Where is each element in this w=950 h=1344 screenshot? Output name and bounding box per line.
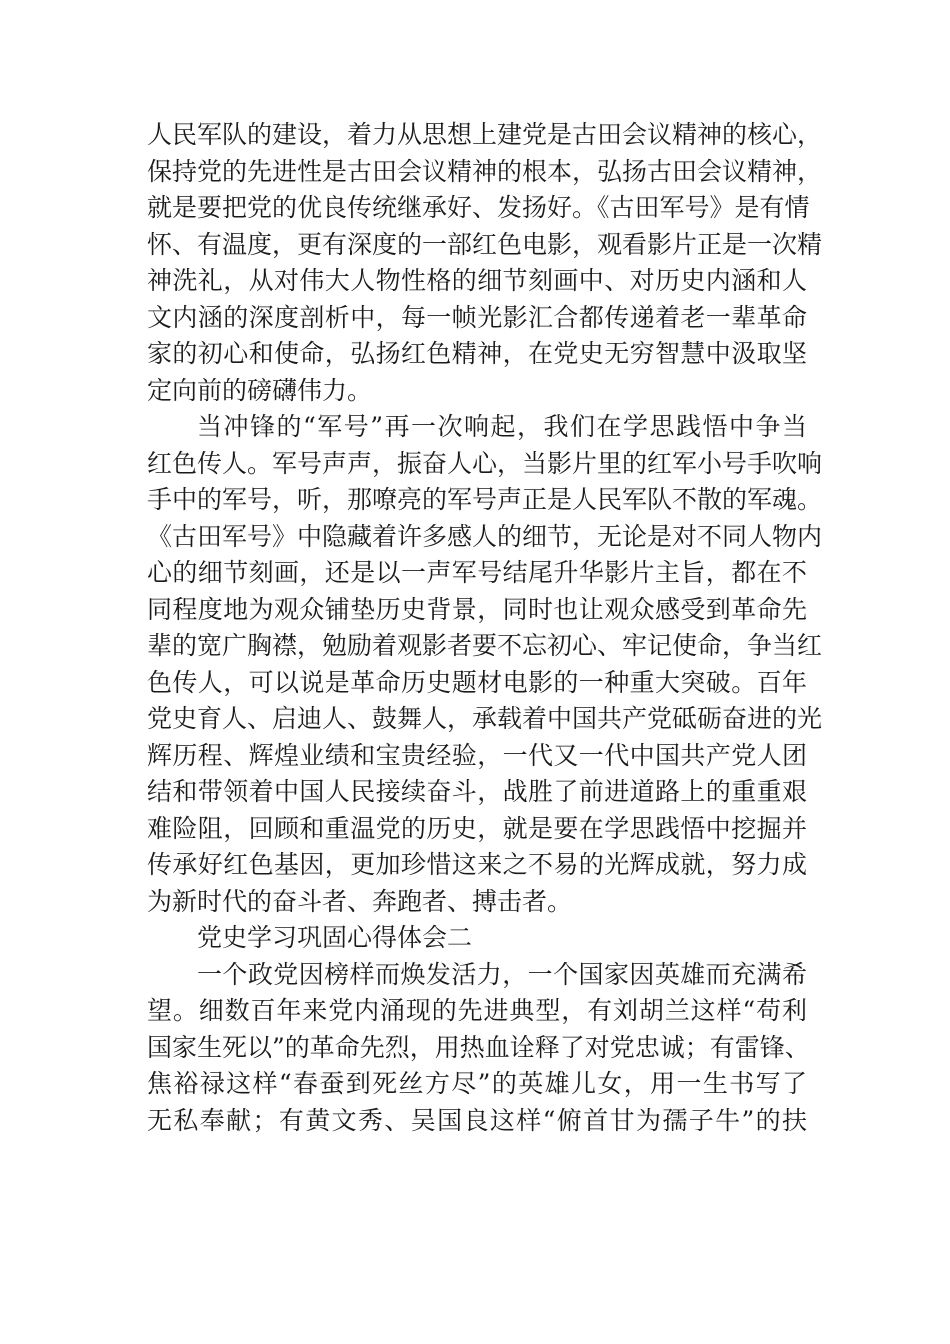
text-line: 辈的宽广胸襟，勉励着观影者要不忘初心、牢记使命，争当红 bbox=[147, 631, 823, 660]
document-body bbox=[147, 117, 823, 1139]
text-line: 神洗礼，从对伟大人物性格的细节刻画中、对历史内涵和人 bbox=[147, 266, 807, 295]
text-line: 同程度地为观众铺垫历史背景，同时也让观众感受到革命先 bbox=[147, 594, 807, 624]
text-line: 结和带领着中国人民接续奋斗，战胜了前进道路上的重重艰 bbox=[147, 777, 807, 806]
text-line: 色传人，可以说是革命历史题材电影的一种重大突破。百年 bbox=[147, 667, 807, 697]
text-line: 红色传人。军号声声，振奋人心，当影片里的红军小号手吹响 bbox=[147, 448, 823, 478]
text-line: 人民军队的建设，着力从思想上建党是古田会议精神的核心， bbox=[147, 120, 823, 149]
text-line: 保持党的先进性是古田会议精神的根本，弘扬古田会议精神， bbox=[147, 156, 823, 186]
section-heading: 党史学习巩固心得体会二 bbox=[197, 923, 473, 952]
text-line: 定向前的磅礴伟力。 bbox=[147, 375, 373, 405]
text-line: 家的初心和使命，弘扬红色精神，在党史无穷智慧中汲取坚 bbox=[147, 339, 807, 368]
text-line: 辉历程、辉煌业绩和宝贵经验，一代又一代中国共产党人团 bbox=[147, 740, 807, 770]
text-line: 难险阻，回顾和重温党的历史，就是要在学思践悟中挖掘并 bbox=[147, 813, 807, 843]
text-line: 焦裕禄这样“春蚕到死丝方尽”的英雄儿女，用一生书写了 bbox=[147, 1069, 807, 1098]
text-line: 手中的军号，听，那嘹亮的军号声正是人民军队不散的军魂。 bbox=[147, 485, 823, 514]
text-line: 一个政党因榜样而焕发活力，一个国家因英雄而充满希 bbox=[197, 959, 807, 989]
text-line: 怀、有温度，更有深度的一部红色电影，观看影片正是一次精 bbox=[147, 229, 823, 259]
text-line: 党史育人、启迪人、鼓舞人，承载着中国共产党砥砺奋进的光 bbox=[147, 704, 823, 733]
text-line: 就是要把党的优良传统继承好、发扬好。《古田军号》是有情 bbox=[147, 193, 810, 222]
text-line: 《古田军号》中隐藏着许多感人的细节，无论是对不同人物内 bbox=[147, 521, 823, 551]
text-line: 无私奉献；有黄文秀、吴国良这样“俯首甘为孺子牛”的扶 bbox=[147, 1105, 807, 1135]
text-line: 国家生死以”的革命先烈，用热血诠释了对党忠诚；有雷锋、 bbox=[147, 1032, 810, 1062]
text-line: 文内涵的深度剖析中，每一帧光影汇合都传递着老一辈革命 bbox=[147, 302, 807, 332]
text-line: 望。细数百年来党内涌现的先进典型，有刘胡兰这样“苟利 bbox=[147, 996, 807, 1025]
text-line: 为新时代的奋斗者、奔跑者、搏击者。 bbox=[147, 886, 573, 916]
text-line: 传承好红色基因，更加珍惜这来之不易的光辉成就，努力成 bbox=[147, 850, 807, 879]
text-line: 当冲锋的“军号”再一次响起，我们在学思践悟中争当 bbox=[197, 412, 807, 441]
text-line: 心的细节刻画，还是以一声军号结尾升华影片主旨，都在不 bbox=[147, 558, 807, 587]
